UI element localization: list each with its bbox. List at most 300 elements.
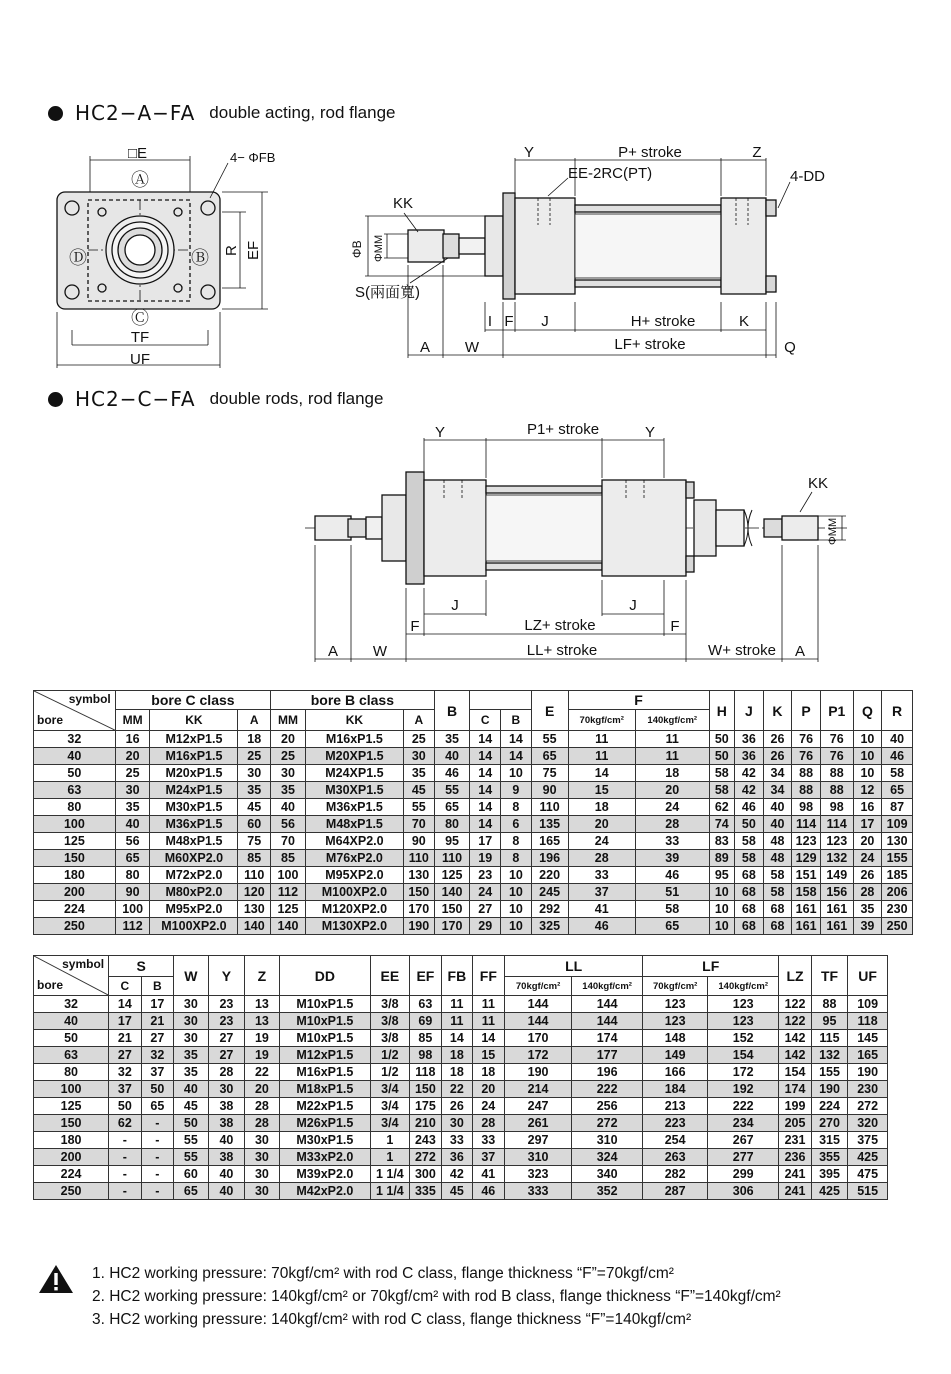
table-cell: 300 <box>409 1166 441 1183</box>
table-cell: 250 <box>882 918 913 935</box>
table-row <box>34 1013 888 1030</box>
table-row <box>34 850 913 867</box>
dim-z: Z <box>752 144 762 161</box>
table-cell: 15 <box>568 782 635 799</box>
subheader-140kgf: 140kgf/cm² <box>635 710 709 731</box>
table-cell: 14 <box>442 1030 472 1047</box>
table-cell: M24XP1.5 <box>305 765 403 782</box>
table-cell: 174 <box>572 1030 643 1047</box>
note-line: 1. HC2 working pressure: 70kgf/cm² with rod C class, flange thickness “F”=70kgf/cm² <box>92 1265 674 1282</box>
table-cell: M95xP2.0 <box>150 901 238 918</box>
bore-cell: 180 <box>34 867 116 884</box>
table-cell: 30 <box>403 748 434 765</box>
table-cell: 34 <box>763 765 792 782</box>
table-cell: 22 <box>442 1081 472 1098</box>
table-cell: 45 <box>238 799 271 816</box>
table-cell: 58 <box>882 765 913 782</box>
subheader-lf-140kgf: 140kgf/cm² <box>708 977 779 996</box>
table-cell: 39 <box>635 850 709 867</box>
table-cell: 90 <box>115 884 150 901</box>
table-cell: 46 <box>568 918 635 935</box>
table-cell: 46 <box>472 1183 504 1200</box>
bore-cell: 63 <box>34 1047 109 1064</box>
dim-r: R <box>223 245 240 256</box>
table-cell: 19 <box>245 1030 280 1047</box>
dim-ll-stroke: LL+ stroke <box>526 642 598 659</box>
table-cell: 10 <box>501 901 532 918</box>
table-cell: 132 <box>811 1047 848 1064</box>
table-cell: 58 <box>709 782 735 799</box>
table-cell: 241 <box>779 1166 811 1183</box>
table-cell: 130 <box>882 833 913 850</box>
bore-cell: 125 <box>34 833 116 850</box>
table-cell: M39xP2.0 <box>279 1166 370 1183</box>
table-cell: 18 <box>442 1047 472 1064</box>
table-cell: 8 <box>501 799 532 816</box>
subheader-c: C <box>470 710 501 731</box>
table-cell: 297 <box>505 1132 572 1149</box>
table-corner <box>34 956 109 996</box>
table-cell: 230 <box>882 901 913 918</box>
table-cell: 89 <box>709 850 735 867</box>
table-cell: 14 <box>109 996 141 1013</box>
table-cell: 1 1/4 <box>371 1183 410 1200</box>
header-fb: FB <box>442 956 472 996</box>
table-cell: M36xP1.5 <box>305 799 403 816</box>
section-heading-a <box>48 101 395 125</box>
table-cell: 87 <box>882 799 913 816</box>
table-cell: M20xP1.5 <box>150 765 238 782</box>
table-cell: 68 <box>735 884 764 901</box>
table-cell: 46 <box>882 748 913 765</box>
table-row <box>34 1098 888 1115</box>
table-cell: 8 <box>501 850 532 867</box>
note-line: 2. HC2 working pressure: 140kgf/cm² or 70kgf/cm² with rod B class, flange thickness “F”=140kgf/cm² <box>92 1288 781 1305</box>
table-cell: 3/4 <box>371 1098 410 1115</box>
table-cell: 224 <box>811 1098 848 1115</box>
header-tf: TF <box>811 956 848 996</box>
table-cell: 26 <box>763 731 792 748</box>
table-cell: 11 <box>635 748 709 765</box>
table-cell: 35 <box>271 782 306 799</box>
table-cell: 55 <box>434 782 470 799</box>
table-cell: 30 <box>238 765 271 782</box>
table-cell: 55 <box>174 1149 209 1166</box>
table-row <box>34 918 913 935</box>
header-b: B <box>434 691 470 731</box>
header-lf: LF <box>643 956 779 977</box>
table-cell: 28 <box>635 816 709 833</box>
table-cell: M95XP2.0 <box>305 867 403 884</box>
table-cell: M16xP1.5 <box>305 731 403 748</box>
bullet-icon <box>48 106 63 121</box>
table-cell: 11 <box>442 996 472 1013</box>
table-cell: 1 1/4 <box>371 1166 410 1183</box>
table-cell: M100XP2.0 <box>150 918 238 935</box>
dim-w: W <box>464 339 480 356</box>
front-view <box>57 156 268 368</box>
table-cell: 310 <box>505 1149 572 1166</box>
table-cell: 40 <box>763 816 792 833</box>
table-cell: 26 <box>853 867 882 884</box>
dim-y: Y <box>523 144 535 161</box>
table-cell: M42xP2.0 <box>279 1183 370 1200</box>
table-cell: M36xP1.5 <box>150 816 238 833</box>
table-cell: 41 <box>472 1166 504 1183</box>
bore-cell: 32 <box>34 731 116 748</box>
table-cell: 13 <box>245 996 280 1013</box>
table-cell: 30 <box>245 1183 280 1200</box>
table-cell: 37 <box>109 1081 141 1098</box>
table-cell: 199 <box>779 1098 811 1115</box>
table-cell: 35 <box>403 765 434 782</box>
table-cell: 3/8 <box>371 996 410 1013</box>
table-cell: 30 <box>271 765 306 782</box>
table-cell: M12xP1.5 <box>150 731 238 748</box>
bore-cell: 200 <box>34 1149 109 1166</box>
dim-f-right: F <box>670 618 680 635</box>
table-cell: 30 <box>174 996 209 1013</box>
table-cell: 14 <box>472 1030 504 1047</box>
subheader-kk: KK <box>305 710 403 731</box>
table-cell: 25 <box>238 748 271 765</box>
table-cell: 11 <box>568 731 635 748</box>
table-cell: 156 <box>820 884 853 901</box>
table-cell: 20 <box>635 782 709 799</box>
table-cell: 20 <box>568 816 635 833</box>
table-cell: 155 <box>882 850 913 867</box>
table-row <box>34 1081 888 1098</box>
subheader-lf-70kgf: 70kgf/cm² <box>643 977 708 996</box>
table-cell: 41 <box>568 901 635 918</box>
table-cell: 40 <box>174 1081 209 1098</box>
dim-a: A <box>419 339 431 356</box>
table-cell: 324 <box>572 1149 643 1166</box>
table-cell: 190 <box>848 1064 888 1081</box>
dim-kk: KK <box>393 195 414 212</box>
table-cell: 95 <box>434 833 470 850</box>
table-cell: M26xP1.5 <box>279 1115 370 1132</box>
table-cell: 65 <box>434 799 470 816</box>
table-cell: 333 <box>505 1183 572 1200</box>
table-cell: 20 <box>472 1081 504 1098</box>
table-cell: 11 <box>472 996 504 1013</box>
bore-cell: 63 <box>34 782 116 799</box>
model-code: HC2−A−FA <box>75 101 196 125</box>
bore-cell: 50 <box>34 765 116 782</box>
table-cell: M72xP2.0 <box>150 867 238 884</box>
dim-j-right: J <box>629 597 637 614</box>
table-cell: 33 <box>472 1132 504 1149</box>
table-cell: 112 <box>115 918 150 935</box>
table-cell: 60 <box>174 1166 209 1183</box>
table-cell: 277 <box>708 1149 779 1166</box>
table-cell: 425 <box>848 1149 888 1166</box>
table-cell: 65 <box>115 850 150 867</box>
table-cell: 27 <box>470 901 501 918</box>
table-cell: 30 <box>115 782 150 799</box>
table-cell: 37 <box>141 1064 173 1081</box>
table-cell: 196 <box>531 850 568 867</box>
table-cell: 18 <box>238 731 271 748</box>
table-cell: 335 <box>409 1183 441 1200</box>
table-cell: 22 <box>245 1064 280 1081</box>
table-cell: 80 <box>115 867 150 884</box>
table-cell: 20 <box>271 731 306 748</box>
table-cell: 60 <box>238 816 271 833</box>
table-cell: 310 <box>572 1132 643 1149</box>
table-cell: 129 <box>792 850 821 867</box>
table-cell: 270 <box>811 1115 848 1132</box>
table-cell: 213 <box>643 1098 708 1115</box>
table-cell: 192 <box>708 1081 779 1098</box>
table-cell: 35 <box>115 799 150 816</box>
table-cell: 32 <box>109 1064 141 1081</box>
port-a: Ⓐ <box>131 170 149 190</box>
header-dd: DD <box>279 956 370 996</box>
table-cell: 135 <box>531 816 568 833</box>
table-row <box>34 731 913 748</box>
table-cell: 272 <box>572 1115 643 1132</box>
table-cell: 165 <box>848 1047 888 1064</box>
table-cell: 11 <box>442 1013 472 1030</box>
table-cell: M120XP2.0 <box>305 901 403 918</box>
table-cell: 25 <box>271 748 306 765</box>
table-row <box>34 901 913 918</box>
table-cell: 25 <box>115 765 150 782</box>
table-cell: 115 <box>811 1030 848 1047</box>
table-cell: 10 <box>501 867 532 884</box>
table-cell: 231 <box>779 1132 811 1149</box>
bore-cell: 224 <box>34 1166 109 1183</box>
table-cell: 100 <box>271 867 306 884</box>
table-cell: 13 <box>245 1013 280 1030</box>
table-cell: 320 <box>848 1115 888 1132</box>
table-cell: 150 <box>403 884 434 901</box>
table-cell: 88 <box>820 765 853 782</box>
table-cell: 55 <box>174 1132 209 1149</box>
table-cell: 45 <box>442 1183 472 1200</box>
table-cell: 10 <box>853 731 882 748</box>
table-cell: 272 <box>409 1149 441 1166</box>
dim-ef: EF <box>245 240 262 260</box>
dim-fb: 4− ΦFB <box>230 150 276 165</box>
table-cell: 74 <box>709 816 735 833</box>
subheader-mm: MM <box>115 710 150 731</box>
table-cell: 83 <box>709 833 735 850</box>
table-cell: 40 <box>763 799 792 816</box>
table-cell: 58 <box>735 833 764 850</box>
subheader-b: B <box>501 710 532 731</box>
table-cell: 299 <box>708 1166 779 1183</box>
table-cell: M30xP1.5 <box>279 1132 370 1149</box>
table-cell: 110 <box>434 850 470 867</box>
table-row <box>34 867 913 884</box>
header-y: Y <box>208 956 245 996</box>
table-cell: 20 <box>853 833 882 850</box>
header-ef: EF <box>409 956 441 996</box>
dimension-table-1 <box>33 690 913 935</box>
table-cell: 140 <box>238 918 271 935</box>
table-cell: 88 <box>792 782 821 799</box>
table-cell: 46 <box>434 765 470 782</box>
table-cell: 109 <box>848 996 888 1013</box>
dim-kk: KK <box>808 475 829 492</box>
table-cell: 206 <box>882 884 913 901</box>
table-cell: 85 <box>271 850 306 867</box>
table-cell: 10 <box>709 901 735 918</box>
table-cell: 46 <box>735 799 764 816</box>
table-cell: M130XP2.0 <box>305 918 403 935</box>
table-cell: 130 <box>238 901 271 918</box>
table-cell: 287 <box>643 1183 708 1200</box>
table-1-body <box>34 731 913 935</box>
table-cell: 27 <box>141 1030 173 1047</box>
table-cell: M12xP1.5 <box>279 1047 370 1064</box>
table-cell: 110 <box>403 850 434 867</box>
table-row <box>34 1030 888 1047</box>
table-row <box>34 748 913 765</box>
dim-lf-stroke: LF+ stroke <box>614 336 686 353</box>
table-cell: 267 <box>708 1132 779 1149</box>
table-cell: 68 <box>735 867 764 884</box>
table-cell: 28 <box>245 1098 280 1115</box>
table-cell: 245 <box>531 884 568 901</box>
table-cell: 155 <box>811 1064 848 1081</box>
table-cell: 75 <box>238 833 271 850</box>
dim-dd: 4-DD <box>790 168 826 185</box>
note-line: 3. HC2 working pressure: 140kgf/cm² with rod C class, flange thickness “F”=140kgf/cm² <box>92 1311 692 1328</box>
bore-cell: 40 <box>34 748 116 765</box>
dim-phi-b: ΦB <box>350 240 364 258</box>
table-cell: 12 <box>853 782 882 799</box>
table-cell: 175 <box>409 1098 441 1115</box>
table-cell: 23 <box>470 867 501 884</box>
table-cell: 292 <box>531 901 568 918</box>
table-cell: M20XP1.5 <box>305 748 403 765</box>
table-cell: 150 <box>434 901 470 918</box>
table-cell: 90 <box>403 833 434 850</box>
table-cell: 14 <box>470 799 501 816</box>
header-bore-b-class: bore B class <box>271 691 435 710</box>
dim-q: Q <box>784 339 796 356</box>
table-cell: 58 <box>635 901 709 918</box>
table-cell: 3/8 <box>371 1030 410 1047</box>
table-cell: 190 <box>403 918 434 935</box>
table-cell: 144 <box>572 996 643 1013</box>
table-row <box>34 1047 888 1064</box>
table-cell: 23 <box>208 996 245 1013</box>
header-h: H <box>709 691 735 731</box>
table-cell: 230 <box>848 1081 888 1098</box>
table-row <box>34 996 888 1013</box>
table-cell: 39 <box>853 918 882 935</box>
table-cell: - <box>109 1183 141 1200</box>
table-cell: 50 <box>709 748 735 765</box>
dim-w-stroke: W+ stroke <box>708 642 776 659</box>
table-cell: 68 <box>735 918 764 935</box>
bore-cell: 250 <box>34 1183 109 1200</box>
table-cell: 30 <box>245 1149 280 1166</box>
table-cell: 282 <box>643 1166 708 1183</box>
bore-label: bore <box>37 978 64 992</box>
table-cell: 10 <box>853 765 882 782</box>
table-cell: 98 <box>409 1047 441 1064</box>
table-cell: 236 <box>779 1149 811 1166</box>
table-cell: 3/4 <box>371 1115 410 1132</box>
table-cell: 140 <box>434 884 470 901</box>
table-cell: 24 <box>853 850 882 867</box>
table-cell: 56 <box>271 816 306 833</box>
table-cell: 50 <box>709 731 735 748</box>
subheader-kk: KK <box>150 710 238 731</box>
table-cell: 70 <box>403 816 434 833</box>
table-cell: 170 <box>434 918 470 935</box>
table-cell: M24xP1.5 <box>150 782 238 799</box>
table-cell: 112 <box>271 884 306 901</box>
table-cell: 14 <box>470 748 501 765</box>
header-e: E <box>531 691 568 731</box>
table-row <box>34 1149 888 1166</box>
table-cell: 17 <box>470 833 501 850</box>
table-cell: 40 <box>434 748 470 765</box>
table-cell: 37 <box>472 1149 504 1166</box>
table-cell: 65 <box>635 918 709 935</box>
table-cell: 177 <box>572 1047 643 1064</box>
table-cell: 65 <box>141 1098 173 1115</box>
table-cell: 30 <box>245 1166 280 1183</box>
table-cell: 33 <box>568 867 635 884</box>
table-cell: 45 <box>174 1098 209 1115</box>
port-b: Ⓑ <box>191 248 209 268</box>
bore-cell: 80 <box>34 799 116 816</box>
dim-a-right: A <box>794 643 806 660</box>
table-cell: 70 <box>271 833 306 850</box>
table-row <box>34 782 913 799</box>
table-cell: 37 <box>568 884 635 901</box>
table-cell: 132 <box>820 850 853 867</box>
table-cell: 145 <box>848 1030 888 1047</box>
subheader-mm: MM <box>271 710 306 731</box>
dim-phi-mm: ΦMM <box>827 517 839 545</box>
table-cell: 18 <box>568 799 635 816</box>
table-cell: 62 <box>109 1115 141 1132</box>
table-cell: 170 <box>403 901 434 918</box>
dim-i: I <box>487 313 493 330</box>
table-cell: 223 <box>643 1115 708 1132</box>
table-cell: 205 <box>779 1115 811 1132</box>
table-cell: 36 <box>442 1149 472 1166</box>
table-cell: 247 <box>505 1098 572 1115</box>
dim-w-left: W <box>372 643 388 660</box>
table-cell: 30 <box>442 1115 472 1132</box>
subheader-a: A <box>403 710 434 731</box>
table-cell: 65 <box>882 782 913 799</box>
table-cell: 123 <box>643 1013 708 1030</box>
table-cell: 19 <box>470 850 501 867</box>
table-cell: 118 <box>409 1064 441 1081</box>
table-cell: 85 <box>409 1030 441 1047</box>
table-cell: 14 <box>470 782 501 799</box>
table-row <box>34 816 913 833</box>
table-cell: - <box>141 1183 173 1200</box>
table-cell: M100XP2.0 <box>305 884 403 901</box>
table-cell: 24 <box>472 1098 504 1115</box>
table-cell: 475 <box>848 1166 888 1183</box>
table-cell: 35 <box>238 782 271 799</box>
table-cell: M60XP2.0 <box>150 850 238 867</box>
table-cell: M48xP1.5 <box>150 833 238 850</box>
